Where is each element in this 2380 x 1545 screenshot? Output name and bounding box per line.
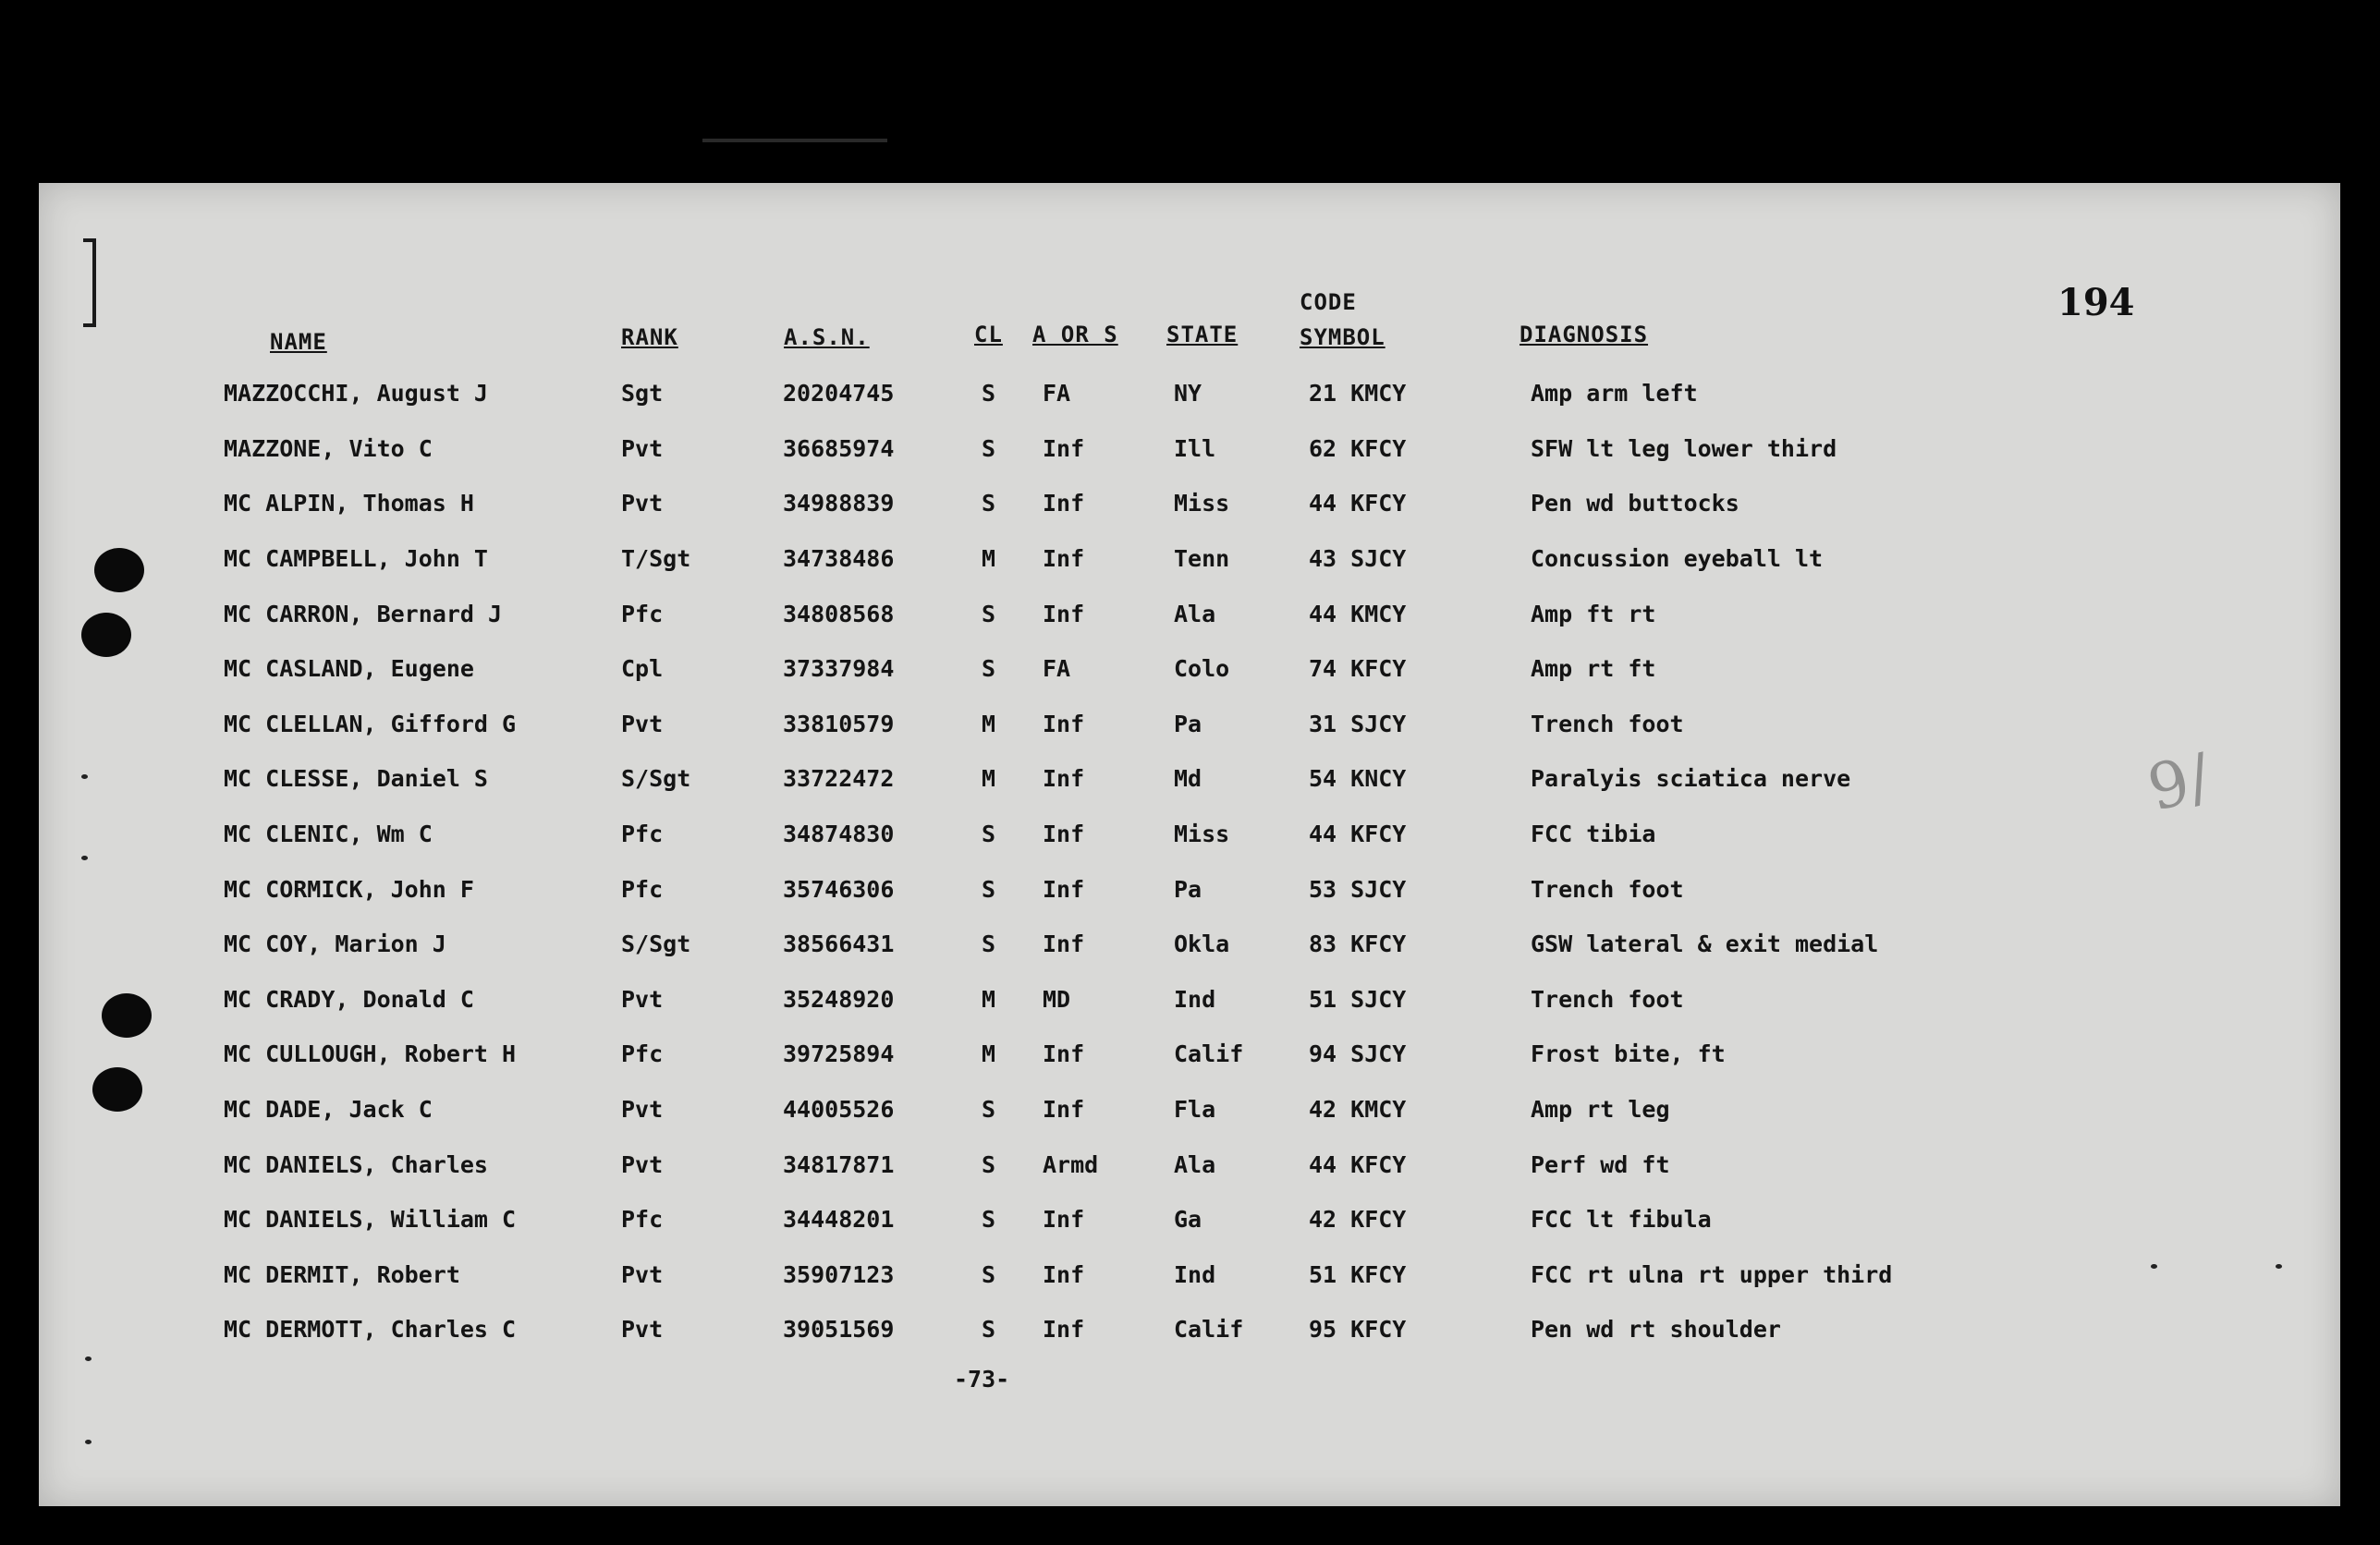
cell-cl: S	[982, 875, 996, 903]
cell-aos: Armd	[1043, 1150, 1099, 1178]
header-state: STATE	[1166, 322, 1239, 347]
table-row	[224, 421, 2085, 477]
cell-name: MAZZONE, Vito C	[224, 434, 433, 462]
cell-diagnosis: GSW lateral & exit medial	[1531, 931, 1879, 958]
cell-diagnosis: Perf wd ft	[1531, 1150, 1670, 1178]
cell-aos: Inf	[1043, 1096, 1085, 1124]
table-row	[224, 1302, 2085, 1357]
header-asn: A.S.N.	[784, 324, 870, 350]
cell-name: MC CARRON, Bernard J	[224, 600, 503, 627]
header-a-or-s: A OR S	[1032, 322, 1118, 347]
cell-code: 44 KMCY	[1309, 600, 1407, 627]
cell-code: 51 KFCY	[1309, 1260, 1407, 1288]
cell-diagnosis: Frost bite, ft	[1531, 1040, 1726, 1068]
cell-state: Ala	[1174, 1150, 1216, 1178]
cell-cl: M	[982, 1040, 996, 1068]
table-row	[224, 476, 2085, 531]
cell-aos: Inf	[1043, 821, 1085, 848]
table-row	[224, 366, 2085, 421]
cell-state: Pa	[1174, 875, 1202, 903]
cell-asn: 33722472	[783, 765, 895, 793]
table-row	[224, 972, 2085, 1028]
cell-asn: 34738486	[783, 545, 895, 573]
cell-aos: Inf	[1043, 931, 1085, 958]
punch-hole	[81, 613, 131, 657]
cell-name: MC DADE, Jack C	[224, 1096, 433, 1124]
table-row	[224, 1027, 2085, 1082]
cell-code: 31 SJCY	[1309, 710, 1407, 737]
cell-rank: Pvt	[621, 1096, 664, 1124]
cell-cl: S	[982, 931, 996, 958]
cell-aos: Inf	[1043, 710, 1085, 737]
cell-asn: 35907123	[783, 1260, 895, 1288]
cell-name: MC CULLOUGH, Robert H	[224, 1040, 517, 1068]
casualty-roster	[224, 366, 2085, 1357]
cell-diagnosis: Amp rt ft	[1531, 655, 1656, 683]
header-code-symbol: CODE SYMBOL	[1300, 289, 1385, 350]
speck	[81, 856, 88, 860]
cell-rank: Pfc	[621, 875, 664, 903]
table-row	[224, 586, 2085, 641]
cell-state: Miss	[1174, 490, 1230, 517]
cell-state: Ala	[1174, 600, 1216, 627]
speck	[85, 1440, 92, 1444]
cell-asn: 44005526	[783, 1096, 895, 1124]
cell-state: Tenn	[1174, 545, 1230, 573]
cell-cl: S	[982, 380, 996, 408]
cell-state: Calif	[1174, 1316, 1244, 1344]
cell-code: 74 KFCY	[1309, 655, 1407, 683]
cell-code: 53 SJCY	[1309, 875, 1407, 903]
cell-aos: Inf	[1043, 1316, 1085, 1344]
cell-state: Okla	[1174, 931, 1230, 958]
cell-name: MC CLELLAN, Gifford G	[224, 710, 517, 737]
cell-diagnosis: FCC rt ulna rt upper third	[1531, 1260, 1893, 1288]
cell-code: 44 KFCY	[1309, 490, 1407, 517]
cell-state: Calif	[1174, 1040, 1244, 1068]
cell-asn: 34874830	[783, 821, 895, 848]
cell-diagnosis: FCC tibia	[1531, 821, 1656, 848]
cell-rank: Pvt	[621, 1260, 664, 1288]
cell-rank: Pvt	[621, 434, 664, 462]
cell-code: 21 KMCY	[1309, 380, 1407, 408]
cell-asn: 34448201	[783, 1206, 895, 1234]
cell-diagnosis: Trench foot	[1531, 985, 1684, 1013]
punch-hole	[94, 548, 144, 592]
cell-state: NY	[1174, 380, 1202, 408]
cell-rank: Pvt	[621, 985, 664, 1013]
cell-diagnosis: SFW lt leg lower third	[1531, 434, 1837, 462]
record-card	[39, 183, 2340, 1506]
table-row	[224, 1247, 2085, 1303]
cell-rank: Sgt	[621, 380, 664, 408]
table-row	[224, 1082, 2085, 1137]
punch-hole	[102, 993, 152, 1038]
cell-diagnosis: Trench foot	[1531, 875, 1684, 903]
cell-diagnosis: Pen wd rt shoulder	[1531, 1316, 1781, 1344]
cell-code: 43 SJCY	[1309, 545, 1407, 573]
cell-code: 44 KFCY	[1309, 821, 1407, 848]
cell-asn: 39051569	[783, 1316, 895, 1344]
cell-rank: T/Sgt	[621, 545, 691, 573]
table-row	[224, 697, 2085, 752]
cell-diagnosis: Amp arm left	[1531, 380, 1698, 408]
cell-cl: M	[982, 985, 996, 1013]
cell-name: MC CAMPBELL, John T	[224, 545, 488, 573]
table-row	[224, 1192, 2085, 1247]
table-row	[224, 641, 2085, 697]
cell-rank: Pfc	[621, 600, 664, 627]
cell-aos: Inf	[1043, 1260, 1085, 1288]
cell-aos: Inf	[1043, 875, 1085, 903]
cell-asn: 35248920	[783, 985, 895, 1013]
cell-name: MC DANIELS, William C	[224, 1206, 517, 1234]
cell-name: MC CLENIC, Wm C	[224, 821, 433, 848]
scan-edge-artifact	[702, 139, 887, 142]
cell-cl: M	[982, 710, 996, 737]
table-row	[224, 807, 2085, 862]
header-diagnosis: DIAGNOSIS	[1520, 322, 1649, 347]
cell-cl: S	[982, 821, 996, 848]
table-row	[224, 861, 2085, 917]
cell-asn: 38566431	[783, 931, 895, 958]
cell-cl: S	[982, 1150, 996, 1178]
cell-name: MC CLESSE, Daniel S	[224, 765, 488, 793]
cell-code: 54 KNCY	[1309, 765, 1407, 793]
cell-code: 42 KMCY	[1309, 1096, 1407, 1124]
cell-aos: Inf	[1043, 600, 1085, 627]
header-rank: RANK	[621, 324, 678, 350]
cell-rank: Pvt	[621, 710, 664, 737]
cell-state: Fla	[1174, 1096, 1216, 1124]
cell-name: MC CORMICK, John F	[224, 875, 474, 903]
cell-name: MC COY, Marion J	[224, 931, 446, 958]
cell-cl: S	[982, 490, 996, 517]
cell-state: Ind	[1174, 985, 1216, 1013]
cell-asn: 37337984	[783, 655, 895, 683]
cell-diagnosis: Paralyis sciatica nerve	[1531, 765, 1851, 793]
cell-name: MC ALPIN, Thomas H	[224, 490, 474, 517]
cell-cl: M	[982, 765, 996, 793]
cell-aos: FA	[1043, 655, 1071, 683]
cell-cl: S	[982, 1096, 996, 1124]
cell-aos: Inf	[1043, 1040, 1085, 1068]
cell-name: MC DERMIT, Robert	[224, 1260, 460, 1288]
cell-cl: S	[982, 434, 996, 462]
cell-asn: 34988839	[783, 490, 895, 517]
cell-rank: Pfc	[621, 1206, 664, 1234]
cell-name: MC CRADY, Donald C	[224, 985, 474, 1013]
cell-rank: S/Sgt	[621, 765, 691, 793]
cell-asn: 33810579	[783, 710, 895, 737]
table-row	[224, 1137, 2085, 1192]
table-row	[224, 531, 2085, 587]
cell-name: MC DERMOTT, Charles C	[224, 1316, 517, 1344]
cell-state: Ga	[1174, 1206, 1202, 1234]
cell-state: Pa	[1174, 710, 1202, 737]
speck	[2276, 1264, 2282, 1269]
cell-cl: S	[982, 600, 996, 627]
cell-code: 94 SJCY	[1309, 1040, 1407, 1068]
cell-name: MC CASLAND, Eugene	[224, 655, 474, 683]
cell-code: 42 KFCY	[1309, 1206, 1407, 1234]
cell-aos: Inf	[1043, 434, 1085, 462]
cell-diagnosis: Pen wd buttocks	[1531, 490, 1739, 517]
cell-asn: 36685974	[783, 434, 895, 462]
cell-state: Ill	[1174, 434, 1216, 462]
cell-diagnosis: Trench foot	[1531, 710, 1684, 737]
table-row	[224, 751, 2085, 807]
cell-cl: S	[982, 655, 996, 683]
cell-code: 44 KFCY	[1309, 1150, 1407, 1178]
cell-state: Ind	[1174, 1260, 1216, 1288]
punch-hole	[92, 1067, 142, 1112]
cell-cl: S	[982, 1260, 996, 1288]
page-number: 194	[2057, 281, 2135, 324]
cell-rank: Pvt	[621, 1316, 664, 1344]
cell-code: 51 SJCY	[1309, 985, 1407, 1013]
cell-asn: 34808568	[783, 600, 895, 627]
cell-name: MAZZOCCHI, August J	[224, 380, 488, 408]
cell-aos: FA	[1043, 380, 1071, 408]
cell-aos: MD	[1043, 985, 1071, 1013]
cell-asn: 35746306	[783, 875, 895, 903]
cell-cl: M	[982, 545, 996, 573]
cell-diagnosis: Amp rt leg	[1531, 1096, 1670, 1124]
cell-diagnosis: Concussion eyeball lt	[1531, 545, 1824, 573]
footer-page-number: -73-	[954, 1366, 1010, 1393]
table-row	[224, 917, 2085, 972]
speck	[81, 774, 88, 779]
cell-name: MC DANIELS, Charles	[224, 1150, 488, 1178]
header-cl: CL	[974, 322, 1003, 347]
roster-body	[224, 366, 2085, 1357]
cell-code: 95 KFCY	[1309, 1316, 1407, 1344]
cell-aos: Inf	[1043, 490, 1085, 517]
pencil-mark: 9/	[2141, 740, 2218, 826]
cell-rank: S/Sgt	[621, 931, 691, 958]
cell-state: Colo	[1174, 655, 1230, 683]
cell-rank: Pvt	[621, 490, 664, 517]
cell-asn: 20204745	[783, 380, 895, 408]
cell-cl: S	[982, 1206, 996, 1234]
cell-asn: 34817871	[783, 1150, 895, 1178]
cell-diagnosis: Amp ft rt	[1531, 600, 1656, 627]
cell-aos: Inf	[1043, 765, 1085, 793]
cell-rank: Pvt	[621, 1150, 664, 1178]
cell-state: Miss	[1174, 821, 1230, 848]
cell-state: Md	[1174, 765, 1202, 793]
cell-aos: Inf	[1043, 1206, 1085, 1234]
cell-asn: 39725894	[783, 1040, 895, 1068]
cell-aos: Inf	[1043, 545, 1085, 573]
bracket-mark	[83, 238, 96, 327]
cell-rank: Pfc	[621, 1040, 664, 1068]
header-name: NAME	[270, 329, 327, 355]
cell-cl: S	[982, 1316, 996, 1344]
cell-code: 83 KFCY	[1309, 931, 1407, 958]
cell-rank: Pfc	[621, 821, 664, 848]
cell-code: 62 KFCY	[1309, 434, 1407, 462]
cell-rank: Cpl	[621, 655, 664, 683]
cell-diagnosis: FCC lt fibula	[1531, 1206, 1712, 1234]
speck	[2151, 1264, 2157, 1269]
speck	[85, 1356, 92, 1361]
